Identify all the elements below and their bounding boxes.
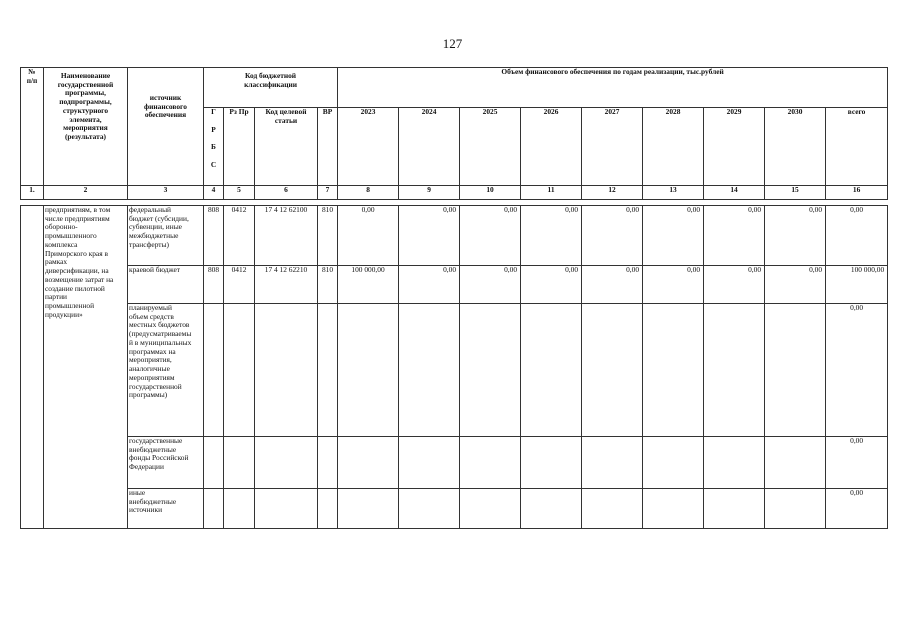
column-number: 4 bbox=[204, 186, 224, 200]
value-cell: 0,00 bbox=[521, 266, 582, 304]
value-cell bbox=[521, 489, 582, 529]
table-row bbox=[21, 489, 888, 529]
header-year: 2028 bbox=[643, 108, 704, 186]
header-grbs-letter: С bbox=[210, 160, 217, 170]
value-cell bbox=[704, 489, 765, 529]
vr-cell bbox=[318, 304, 338, 437]
rzpr-cell bbox=[224, 304, 255, 437]
value-cell: 0,00 bbox=[521, 206, 582, 266]
header-year: 2030 bbox=[765, 108, 826, 186]
total-cell: 0,00 bbox=[826, 206, 888, 266]
header-total: всего bbox=[826, 108, 888, 186]
header-grbs-letter: Р bbox=[211, 124, 216, 134]
column-number: 8 bbox=[338, 186, 399, 200]
header-year: 2025 bbox=[460, 108, 521, 186]
header-source: источник финансового обеспечения bbox=[128, 68, 204, 186]
value-cell bbox=[338, 304, 399, 437]
header-grbs-letter: Г bbox=[211, 107, 216, 116]
value-cell bbox=[460, 437, 521, 489]
value-cell bbox=[399, 437, 460, 489]
column-number: 11 bbox=[521, 186, 582, 200]
header-name: Наименование государственной программы, подпрограммы, структурного элемента, мероприятия (результата) bbox=[44, 68, 128, 186]
header-no: № п/п bbox=[21, 68, 44, 186]
value-cell bbox=[765, 437, 826, 489]
vr-cell: 810 bbox=[318, 266, 338, 304]
target-cell: 17 4 12 62100 bbox=[255, 206, 318, 266]
source-cell: государственные внебюджетные фонды Российской Федерации bbox=[128, 437, 204, 489]
target-cell bbox=[255, 304, 318, 437]
source-cell: иные внебюджетные источники bbox=[128, 489, 204, 529]
vr-cell bbox=[318, 437, 338, 489]
source-cell: планируемый объем средств местных бюджетов (предусматриваемы й в муниципальных программах на мероприятия, аналогичные мероприятиям государственной программы) bbox=[128, 304, 204, 437]
vr-cell bbox=[318, 489, 338, 529]
header-rzpr: Рз Пр bbox=[224, 108, 255, 186]
target-cell bbox=[255, 489, 318, 529]
value-cell bbox=[338, 489, 399, 529]
row-number bbox=[21, 206, 44, 529]
grbs-cell: 808 bbox=[204, 206, 224, 266]
header-year: 2024 bbox=[399, 108, 460, 186]
value-cell bbox=[399, 489, 460, 529]
column-number: 6 bbox=[255, 186, 318, 200]
table-row bbox=[21, 437, 888, 489]
total-cell: 100 000,00 bbox=[826, 266, 888, 304]
value-cell bbox=[338, 437, 399, 489]
value-cell: 0,00 bbox=[399, 266, 460, 304]
value-cell: 0,00 bbox=[704, 266, 765, 304]
value-cell bbox=[704, 437, 765, 489]
total-cell: 0,00 bbox=[826, 489, 888, 529]
column-number: 3 bbox=[128, 186, 204, 200]
column-number: 5 bbox=[224, 186, 255, 200]
column-number: 13 bbox=[643, 186, 704, 200]
page-number: 127 bbox=[442, 36, 463, 51]
rzpr-cell: 0412 bbox=[224, 266, 255, 304]
column-number: 10 bbox=[460, 186, 521, 200]
value-cell bbox=[399, 304, 460, 437]
column-number: 9 bbox=[399, 186, 460, 200]
value-cell bbox=[582, 437, 643, 489]
column-number: 16 bbox=[826, 186, 888, 200]
value-cell bbox=[460, 489, 521, 529]
value-cell: 0,00 bbox=[765, 266, 826, 304]
header-grbs-letter: Б bbox=[211, 142, 216, 152]
value-cell bbox=[765, 304, 826, 437]
header-vr: ВР bbox=[318, 108, 338, 186]
column-number: 14 bbox=[704, 186, 765, 200]
value-cell: 0,00 bbox=[643, 266, 704, 304]
value-cell bbox=[460, 304, 521, 437]
grbs-cell: 808 bbox=[204, 266, 224, 304]
value-cell: 0,00 bbox=[765, 206, 826, 266]
table-row bbox=[21, 206, 888, 266]
total-cell: 0,00 bbox=[826, 304, 888, 437]
value-cell: 0,00 bbox=[704, 206, 765, 266]
rzpr-cell bbox=[224, 437, 255, 489]
header-volume-group: Объем финансового обеспечения по годам реализации, тыс.рублей bbox=[338, 68, 888, 108]
value-cell: 0,00 bbox=[582, 206, 643, 266]
value-cell bbox=[765, 489, 826, 529]
financing-table bbox=[20, 67, 888, 529]
header-year: 2023 bbox=[338, 108, 399, 186]
target-cell: 17 4 12 62210 bbox=[255, 266, 318, 304]
total-cell: 0,00 bbox=[826, 437, 888, 489]
value-cell bbox=[521, 304, 582, 437]
value-cell bbox=[643, 489, 704, 529]
header-year: 2027 bbox=[582, 108, 643, 186]
table-row bbox=[21, 266, 888, 304]
value-cell bbox=[643, 304, 704, 437]
value-cell: 0,00 bbox=[399, 206, 460, 266]
column-number: 7 bbox=[318, 186, 338, 200]
value-cell: 0,00 bbox=[643, 206, 704, 266]
rzpr-cell: 0412 bbox=[224, 206, 255, 266]
value-cell bbox=[704, 304, 765, 437]
source-cell: краевой бюджет bbox=[128, 266, 204, 304]
grbs-cell bbox=[204, 304, 224, 437]
header-code-group: Код бюджетной классификации bbox=[204, 68, 338, 108]
target-cell bbox=[255, 437, 318, 489]
grbs-cell bbox=[204, 489, 224, 529]
value-cell: 100 000,00 bbox=[338, 266, 399, 304]
header-grbs bbox=[204, 108, 224, 186]
column-number: 1. bbox=[21, 186, 44, 200]
source-cell: федеральный бюджет (субсидии, субвенции, иные межбюджетные трансферты) bbox=[128, 206, 204, 266]
column-number: 15 bbox=[765, 186, 826, 200]
rzpr-cell bbox=[224, 489, 255, 529]
column-number: 2 bbox=[44, 186, 128, 200]
value-cell: 0,00 bbox=[460, 206, 521, 266]
vr-cell: 810 bbox=[318, 206, 338, 266]
grbs-cell bbox=[204, 437, 224, 489]
value-cell: 0,00 bbox=[582, 266, 643, 304]
value-cell bbox=[582, 489, 643, 529]
column-number: 12 bbox=[582, 186, 643, 200]
value-cell: 0,00 bbox=[460, 266, 521, 304]
value-cell bbox=[643, 437, 704, 489]
value-cell: 0,00 bbox=[338, 206, 399, 266]
measure-name: предприятиям, в том числе предприятиям оборонно- промышленного комплекса Приморского края в рамках диверсификации, на возмещение затрат на создание пилотной партии промышленной продукции» bbox=[44, 206, 128, 529]
table-row bbox=[21, 304, 888, 437]
header-target: Код целевой статьи bbox=[255, 108, 318, 186]
value-cell bbox=[582, 304, 643, 437]
value-cell bbox=[521, 437, 582, 489]
header-year: 2029 bbox=[704, 108, 765, 186]
header-year: 2026 bbox=[521, 108, 582, 186]
